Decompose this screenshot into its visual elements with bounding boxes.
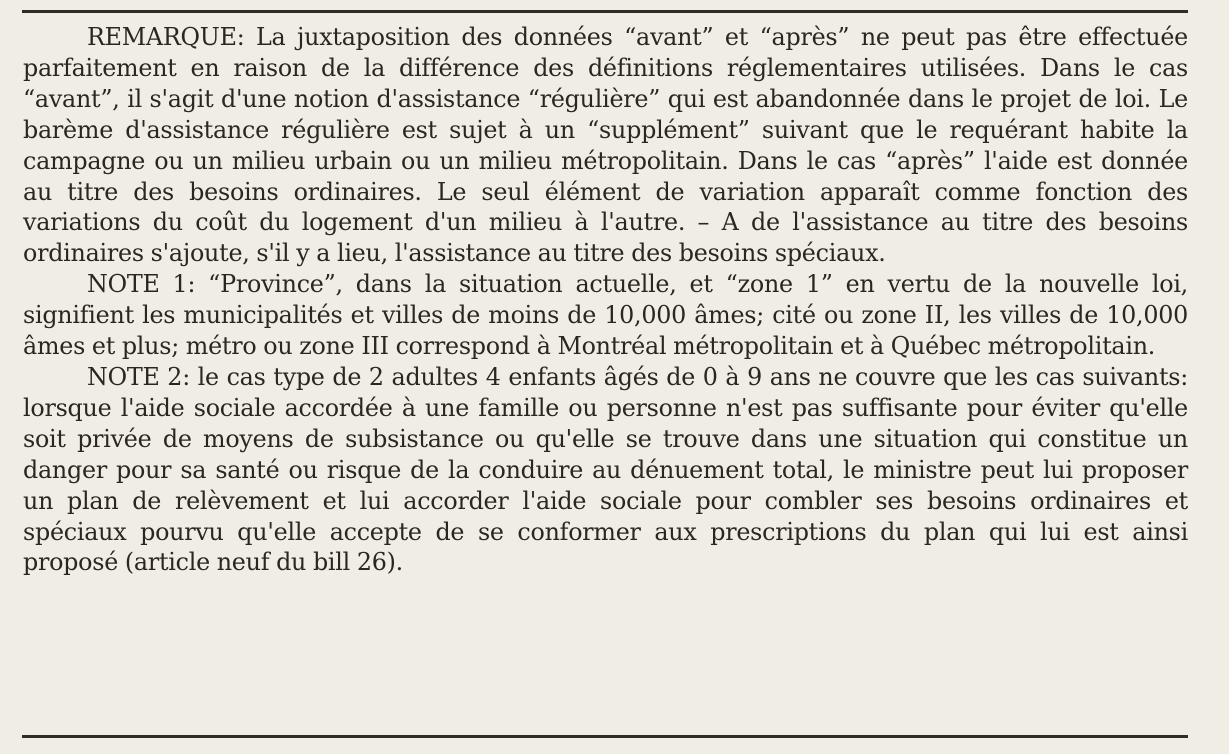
notes-text-block [23, 22, 1188, 578]
note-2-paragraph: NOTE 2: le cas type de 2 adultes 4 enfants âgés de 0 à 9 ans ne couvre que les cas suivants: lorsque l'aide sociale accordée à une famille ou personne n'est pas suffisante pour éviter qu'elle soit privée de moyens de subsistance ou qu'elle se trouve dans une situation qui constitue un danger pour sa santé ou risque de la conduire au dénuement total, le ministre peut lui proposer un plan de relèvement et lui accorder l'aide sociale pour combler ses besoins ordinaires et spéciaux pourvu qu'elle accepte de se conformer aux prescriptions du plan qui lui est ainsi proposé (article neuf du bill 26). [23, 362, 1188, 577]
top-rule [22, 10, 1188, 13]
bottom-rule [22, 735, 1188, 738]
remarque-paragraph: REMARQUE: La juxtaposition des données “avant” et “après” ne peut pas être effectuée parfaitement en raison de la différence des définitions réglementaires utilisées. Dans le cas “avant”, il s'agit d'une notion d'assistance “régulière” qui est abandonnée dans le projet de loi. Le barème d'assistance régulière est sujet à un “supplément” suivant que le requérant habite la campagne ou un milieu urbain ou un milieu métropolitain. Dans le cas “après” l'aide est donnée au titre des besoins ordinaires. Le seul élément de variation apparaît comme fonction des variations du coût du logement d'un milieu à l'autre. – A de l'assistance au titre des besoins ordinaires s'ajoute, s'il y a lieu, l'assistance au titre des besoins spéciaux. [23, 23, 1188, 268]
note-1-paragraph: NOTE 1: “Province”, dans la situation actuelle, et “zone 1” en vertu de la nouvelle loi, signifient les municipalités et villes de moins de 10,000 âmes; cité ou zone II, les villes de 10,000 âmes et plus; métro ou zone III correspond à Montréal métropolitain et à Québec métropolitain. [23, 270, 1188, 361]
